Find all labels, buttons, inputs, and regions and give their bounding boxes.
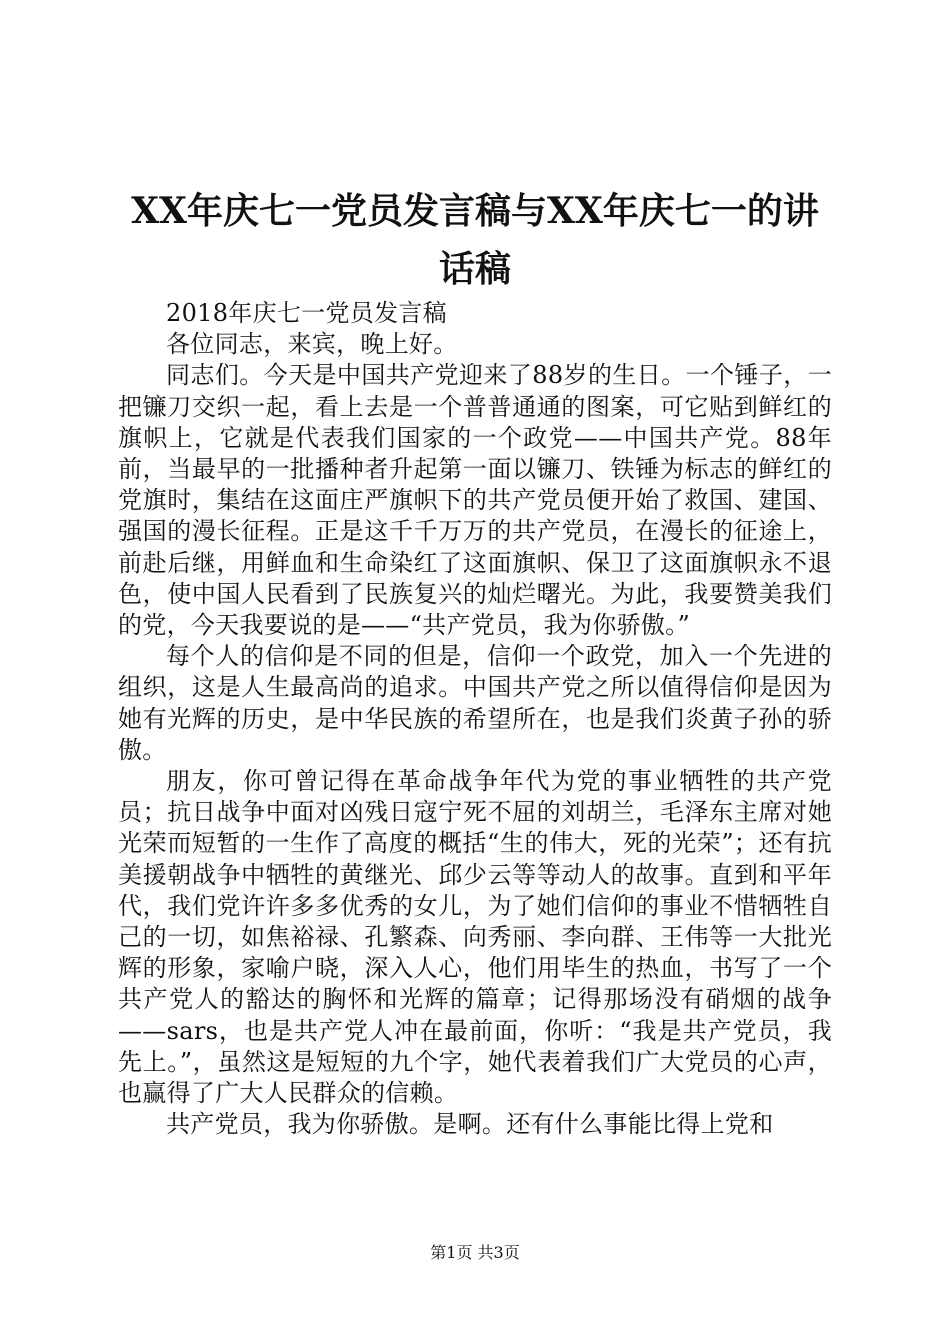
document-body bbox=[118, 298, 832, 1140]
document-title: XX年庆七一党员发言稿与XX年庆七一的讲话稿 bbox=[131, 190, 819, 290]
paragraph-greeting: 各位同志，来宾，晚上好。 bbox=[166, 330, 458, 359]
paragraph-body: 共产党员，我为你骄傲。是啊。还有什么事能比得上党和 bbox=[166, 1110, 774, 1139]
paragraph-body: 每个人的信仰是不同的但是，信仰一个政党，加入一个先进的组织，这是人生最高尚的追求。中国共产党之所以值得信仰是因为她有光辉的历史，是中华民族的希望所在，也是我们炎黄子孙的骄傲。 bbox=[118, 642, 832, 764]
page-footer: 第1页 共3页 bbox=[430, 1243, 520, 1262]
paragraph-body: 同志们。今天是中国共产党迎来了88岁的生日。一个锤子，一把镰刀交织一起，看上去是一个普普通通的图案，可它贴到鲜红的旗帜上，它就是代表我们国家的一个政党——中国共产党。88年前，当最早的一批播种者升起第一面以镰刀、铁锤为标志的鲜红的党旗时，集结在这面庄严旗帜下的共产党员便开始了救国、建国、强国的漫长征程。正是这千千万万的共产党员，在漫长的征途上，前赴后继，用鲜血和生命染红了这面旗帜、保卫了这面旗帜永不退色，使中国人民看到了民族复兴的灿烂曙光。为此，我要赞美我们的党，今天我要说的是——“共产党员，我为你骄傲。” bbox=[118, 361, 832, 640]
paragraph-subtitle: 2018年庆七一党员发言稿 bbox=[166, 299, 447, 327]
paragraph-body: 朋友，你可曾记得在革命战争年代为党的事业牺牲的共产党员；抗日战争中面对凶残日寇宁死不屈的刘胡兰，毛泽东主席对她光荣而短暂的一生作了高度的概括“生的伟大，死的光荣”；还有抗美援朝战争中牺牲的黄继光、邱少云等等动人的故事。直到和平年代，我们党许许多多优秀的女儿，为了她们信仰的事业不惜牺牲自己的一切，如焦裕禄、孔繁森、向秀丽、李向群、王伟等一大批光辉的形象，家喻户晓，深入人心，他们用毕生的热血，书写了一个共产党人的豁达的胸怀和光辉的篇章；记得那场没有硝烟的战争——sars，也是共产党人冲在最前面，你听：“我是共产党员，我先上。”，虽然这是短短的九个字，她代表着我们广大党员的心声，也赢得了广大人民群众的信赖。 bbox=[118, 767, 832, 1108]
